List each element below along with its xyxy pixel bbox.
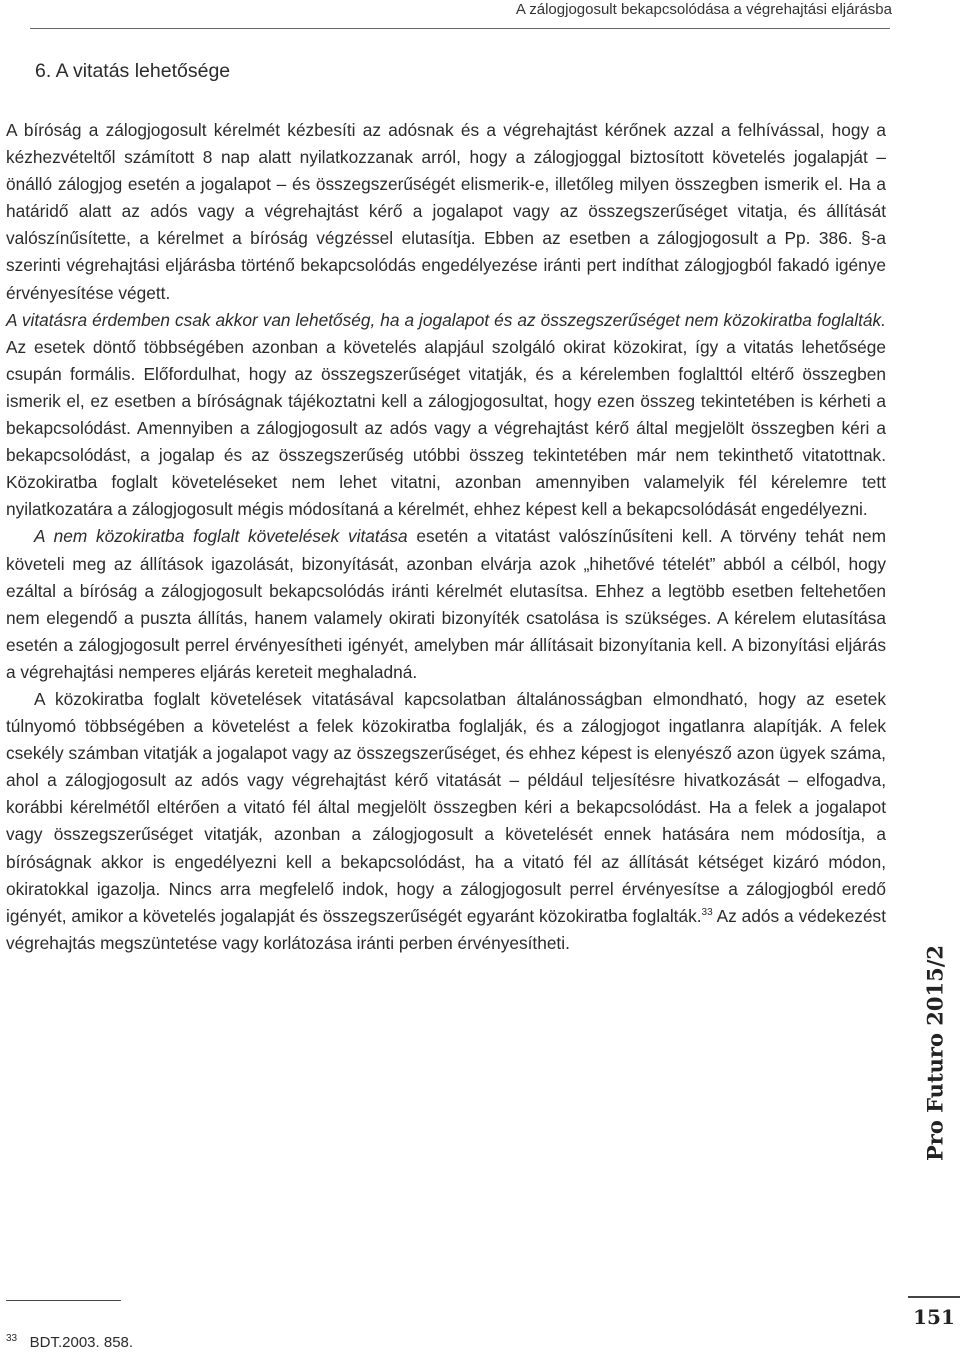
paragraph-2-emphasis: A vitatásra érdemben csak akkor van lehetőség, ha a jogalapot és az összegszerűséget nem közokiratba foglalták. bbox=[6, 309, 886, 330]
footnote bbox=[6, 1333, 133, 1353]
paragraph-4-tail: Az adós a védekezést végrehajtás megszüntetése vagy korlátozása iránti perben érvényesítheti. bbox=[6, 905, 886, 953]
paragraph-2 bbox=[6, 307, 886, 524]
footnote-reference[interactable]: 33 bbox=[701, 906, 713, 918]
footnote-text: BDT.2003. 858. bbox=[29, 1334, 134, 1351]
paragraph-3 bbox=[6, 523, 886, 686]
paragraph-4 bbox=[6, 686, 886, 957]
section-heading: 6. A vitatás lehetősége bbox=[35, 60, 231, 82]
paragraph-3-text: esetén a vitatást valószínűsíteni kell. A törvény tehát nem követeli meg az állítások igazolását, bizonyítását, azonban elvárja azok „hihetővé tételét” abból a célból, hogy ezáltal a bíróság a zálogjogosult bekapcsolódás iránti kérelmét elutasítsa. Ehhez a legtöbb esetben feltehetően nem elegendő a puszta állítás, hanem valamely okirati bizonyíték csatolása is szükséges. A kérelem elutasítása esetén a zálogjogosult perrel érvényesítheti igényét, amelyben már állításait bizonyítania kell. A bizonyítási eljárás a végrehajtási nemperes eljárás kereteit meghaladná. bbox=[6, 526, 886, 682]
footnote-divider bbox=[6, 1300, 121, 1301]
paragraph-1: A bíróság a zálogjogosult kérelmét kézbesíti az adósnak és a végrehajtást kérőnek azzal a felhívással, hogy a kézhezvételtől számított 8 nap alatt nyilatkozzanak arról, hogy a zálogjoggal biztosított követelés jogalapját – önálló zálogjog esetén a jogalapot – és összegszerűségét elismerik-e, illetőleg milyen összegben ismerik el. Ha a határidő alatt az adós vagy a végrehajtást kérő a jogalapot vagy az összegszerűséget vitatja, és állítását valószínűsítette, a kérelmet a bíróság végzéssel elutasítja. Ebben az esetben a zálogjogosult a Pp. 386. §-a szerinti végrehajtási eljárásba történő bekapcsolódás engedélyezése iránti pert indíthat zálogjogból fakadó igénye érvényesítése végett. bbox=[6, 120, 886, 303]
footnote-number: 33 bbox=[6, 1333, 18, 1344]
body-text bbox=[6, 117, 886, 957]
header-divider bbox=[30, 28, 890, 29]
paragraph-3-emphasis: A nem közokiratba foglalt követelések vitatása bbox=[34, 526, 408, 547]
paragraph-4-text: A közokiratba foglalt követelések vitatásával kapcsolatban általánosságban elmondható, hogy az esetek túlnyomó többségében a követelést a felek közokiratba foglalják, és a zálogjogot ingatlanra alapítják. A felek csekély számban vitatják a jogalapot vagy az összegszerűséget, és ehhez képest is elenyésző azon ügyek száma, ahol a zálogjogosult az adós vagy végrehajtást kérő vitatását – például teljesítésre hivatkozását – elfogadva, korábbi kérelmétől eltérően a vitató fél által megjelölt összegben kéri a bekapcsolódást. Ha a felek a jogalapot vagy összegszerűséget vitatják, azonban a zálogjogosult a követelését ennek hatására nem módosítja, a bíróságnak akkor is engedélyezni kell a bekapcsolódást, ha a vitató fél az állítását kétséget kizáró módon, okiratokkal igazolja. Nincs arra megfelelő indok, hogy a zálogjogosult perrel érvényesítse a zálogjogból eredő igényét, amikor a követelés jogalapját és összegszerűségét egyaránt közokiratba foglalták. bbox=[6, 688, 886, 926]
journal-label bbox=[915, 940, 955, 1165]
journal-label-text: Pro Futuro 2015/2 bbox=[922, 944, 948, 1161]
running-header: A zálogjogosult bekapcsolódása a végrehajtási eljárásba bbox=[515, 1, 892, 18]
paragraph-2-text: Az esetek döntő többségében azonban a követelés alapjául szolgáló okirat közokirat, így a vitatás lehetősége csupán formális. Előfordulhat, hogy az összegszerűséget vitatják, és a kérelemben foglalttól eltérő összegben ismerik el, ez esetben a bíróságnak tájékoztatni kell a zálogjogosultat, hogy ezen összeg tekintetében is kérheti a bekapcsolódást. Amennyiben a zálogjogosult az adós vagy a végrehajtást kérő által megjelölt összegben kéri a bekapcsolódást, a jogalap és az összegszerűség utóbbi összeg tekintetében már nem tekinthető vitatottnak. Közokiratba foglalt követeléseket nem lehet vitatni, azonban amennyiben valamelyik fél kérelemre tett nyilatkozatára a zálogjogosult mégis módosítaná a kérelmét, ehhez képest kell a bekapcsolódását engedélyezni. bbox=[6, 336, 886, 520]
page-number: 151 bbox=[908, 1296, 960, 1338]
